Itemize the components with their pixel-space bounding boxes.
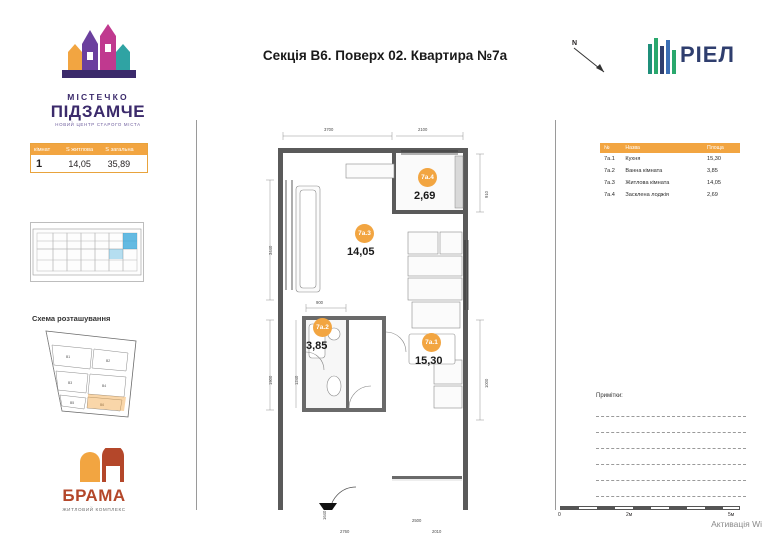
legend-row	[600, 153, 740, 165]
logo-wordmark	[38, 92, 158, 127]
legend-cell-name: Кухня	[625, 156, 641, 162]
dimension-label: 2500	[412, 518, 422, 523]
riel-wordmark: РІЕЛ	[680, 42, 735, 67]
notes-line	[596, 417, 746, 433]
logo-line-3: НОВИЙ ЦЕНТР СТАРОГО МІСТА	[55, 122, 141, 127]
activation-watermark: Активація Wi	[711, 519, 762, 529]
dimension-label: 2760	[340, 529, 350, 534]
plan-geometry	[196, 120, 556, 510]
legend-cell-name: Засклена лоджія	[625, 192, 669, 198]
dimension-label: 2100	[418, 127, 428, 132]
cell-living-area: 14,05	[68, 158, 91, 169]
page-title: Секція В6. Поверх 02. Квартира №7а	[262, 48, 508, 63]
legend-cell-num: 7а.4	[604, 192, 615, 198]
dimension-label: 1240	[294, 375, 299, 385]
scale-bar	[560, 500, 746, 518]
header-rooms: кімнат	[34, 146, 51, 153]
apartment-summary-table	[30, 143, 148, 173]
notes-line	[596, 433, 746, 449]
apartment-floor-plan	[196, 120, 556, 534]
brama-line-1: БРАМА	[62, 486, 126, 505]
room-area-kitchen: 15,30	[415, 355, 443, 367]
dimension-label: 3440	[268, 245, 273, 255]
tower-icon	[52, 22, 144, 88]
dimension-label: 1000	[484, 378, 489, 388]
notes-line	[596, 465, 746, 481]
notes-block	[596, 393, 746, 497]
legend-cell-num: 7а.3	[604, 180, 615, 186]
north-arrow-icon	[570, 40, 626, 80]
scale-label-mid: 2м	[626, 512, 633, 518]
brama-gate-icon	[76, 448, 128, 484]
legend-header-name: Назва	[625, 145, 640, 151]
legend-cell-area: 14,05	[706, 180, 721, 186]
svg-text:В1: В1	[66, 355, 71, 359]
legend-cell-num: 7а.1	[604, 156, 615, 162]
room-badge-loggia: 7а.4	[418, 168, 437, 187]
notes-line	[596, 401, 746, 417]
logo-brama	[52, 448, 136, 510]
cell-rooms: 1	[36, 157, 43, 170]
brama-line-2: ЖИТЛОВИЙ КОМПЛЕКС	[62, 507, 126, 512]
svg-text:В4: В4	[102, 384, 107, 388]
room-area-bathroom: 3,85	[306, 340, 328, 352]
room-legend-table	[600, 143, 740, 201]
room-area-living: 14,05	[347, 246, 375, 258]
legend-cell-area: 2,69	[706, 192, 718, 198]
dimension-label: 1640	[322, 510, 327, 520]
header-living-area: S житлова	[66, 146, 94, 153]
room-badge-bathroom: 7а.2	[313, 318, 332, 337]
legend-cell-area: 15,30	[706, 156, 721, 162]
legend-row	[600, 189, 740, 201]
svg-text:В2: В2	[106, 359, 111, 363]
logo-riel	[646, 36, 738, 78]
dimension-label: 910	[484, 191, 489, 198]
site-location-scheme	[32, 325, 148, 425]
svg-text:В5: В5	[70, 401, 75, 405]
cell-total-area: 35,89	[107, 158, 131, 169]
svg-text:В6: В6	[100, 403, 105, 407]
dimension-label: 3700	[324, 127, 334, 132]
legend-cell-num: 7а.2	[604, 168, 615, 174]
legend-header-row	[600, 143, 740, 153]
room-area-loggia: 2,69	[414, 190, 436, 202]
room-badge-living: 7а.3	[355, 224, 374, 243]
table-row	[31, 155, 147, 172]
logo-mistechko-pidzamche	[38, 22, 158, 132]
header-total-area: S загальна	[105, 146, 134, 153]
scale-label-start: 0	[558, 512, 561, 518]
table-header-row	[31, 144, 147, 155]
scale-label-end: 5м	[728, 512, 735, 518]
legend-cell-area: 3,85	[706, 168, 718, 174]
scale-bar-graphic	[560, 506, 740, 510]
dimension-label: 2010	[432, 529, 442, 534]
legend-row	[600, 165, 740, 177]
notes-label: Примітки:	[596, 393, 623, 399]
dimension-label: 900	[316, 300, 323, 305]
floor-key-plan	[30, 222, 144, 282]
svg-text:В3: В3	[68, 381, 73, 385]
legend-header-area: Площа	[706, 145, 724, 151]
logo-line-1: МІСТЕЧКО	[67, 92, 129, 102]
legend-cell-name: Житлова кімната	[625, 180, 670, 186]
north-label: N	[572, 40, 578, 47]
room-badge-kitchen: 7а.1	[422, 333, 441, 352]
brama-wordmark	[52, 486, 136, 512]
notes-line	[596, 481, 746, 497]
legend-row	[600, 177, 740, 189]
logo-line-2: ПІДЗАМЧЕ	[50, 102, 146, 121]
legend-cell-name: Ванна кімната	[625, 168, 663, 174]
legend-header-num: №	[604, 145, 610, 151]
site-scheme-title: Схема розташування	[32, 314, 111, 323]
dimension-label: 1900	[268, 375, 273, 385]
notes-line	[596, 449, 746, 465]
